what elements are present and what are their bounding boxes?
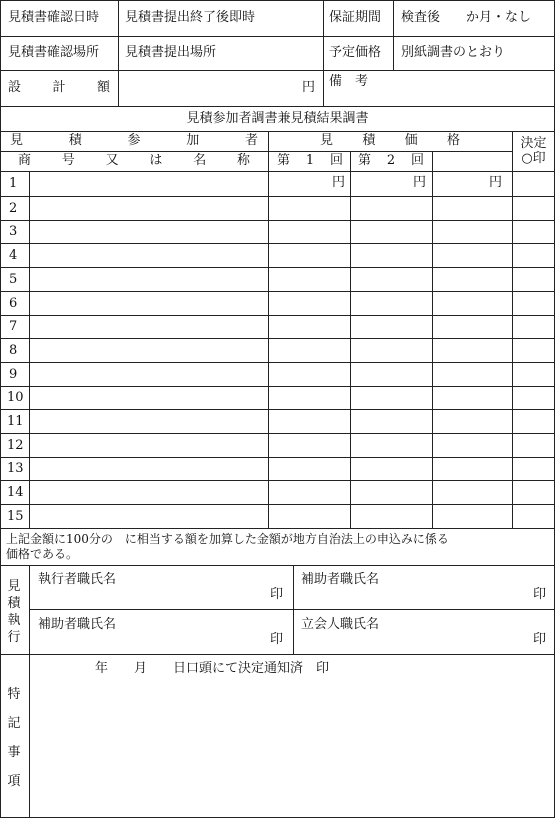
row-number: 3	[9, 224, 18, 239]
planned-price-value: 別紙調書のとおり	[401, 45, 506, 60]
row-number: 13	[7, 461, 24, 476]
assistant-seal-2: 印	[270, 632, 284, 647]
rule	[0, 338, 555, 339]
executor-seal: 印	[270, 587, 284, 602]
price-yen: 円	[489, 175, 503, 190]
special-notes-label: 特 記 事 項	[7, 687, 21, 789]
rule	[0, 70, 555, 71]
rule	[29, 171, 30, 528]
name-header: 商 号 又 は 名 称	[18, 153, 250, 168]
rule	[0, 220, 555, 221]
row-number: 9	[9, 367, 18, 382]
rule	[268, 131, 269, 528]
rule	[0, 457, 555, 458]
rule	[0, 151, 512, 152]
row-number: 10	[7, 390, 24, 405]
rule	[0, 106, 555, 107]
rule	[118, 0, 119, 70]
round-2-yen: 円	[413, 175, 427, 190]
planned-price-label: 予定価格	[329, 45, 382, 60]
price-header: 見 積 価 格	[320, 133, 460, 148]
rule	[0, 386, 555, 387]
table-title: 見積参加者調書兼見積結果調書	[186, 111, 369, 126]
rule	[0, 196, 555, 197]
round-1-yen: 円	[332, 175, 346, 190]
witness-seal: 印	[533, 632, 547, 647]
rule	[0, 36, 555, 37]
row-number: 2	[9, 201, 18, 216]
row-number: 12	[7, 438, 24, 453]
rule	[0, 565, 555, 566]
note-line-2: 価格である。	[6, 547, 79, 561]
rule	[512, 131, 513, 528]
decision-header: 決定 ○印	[520, 136, 547, 166]
note-line-1: 上記金額に100分の に相当する額を加算した金額が地方自治法上の申込みに係る	[6, 532, 449, 546]
row-number: 11	[7, 414, 24, 429]
row-number: 4	[9, 248, 18, 263]
row-number: 6	[9, 296, 18, 311]
decision-notice-text: 年 月 日口頭にて決定通知済 印	[95, 661, 330, 676]
rule	[0, 243, 555, 244]
confirm-place-label: 見積書確認場所	[8, 45, 100, 60]
rule	[0, 409, 555, 410]
rule	[0, 171, 555, 172]
row-number: 1	[9, 176, 18, 191]
rule	[0, 291, 555, 292]
confirm-date-value: 見積書提出終了後即時	[125, 10, 256, 25]
rule	[0, 315, 555, 316]
confirm-place-value: 見積書提出場所	[125, 45, 217, 60]
execution-label: 見 積 執 行	[7, 579, 21, 645]
row-number: 8	[9, 343, 18, 358]
rule	[0, 480, 555, 481]
rule	[0, 267, 555, 268]
remarks-label: 備 考	[329, 74, 369, 89]
rule	[29, 609, 555, 610]
rule	[350, 151, 351, 528]
row-number: 15	[7, 509, 24, 524]
rule	[0, 433, 555, 434]
row-number: 7	[9, 319, 18, 334]
rule	[29, 565, 30, 818]
witness-label: 立会人職氏名	[301, 617, 380, 632]
confirm-date-label: 見積書確認日時	[8, 10, 100, 25]
design-amount-yen: 円	[302, 80, 316, 95]
rule	[393, 0, 394, 70]
design-amount-label: 設 計 額	[8, 80, 110, 95]
rule	[118, 70, 119, 106]
rule	[0, 131, 555, 132]
participant-header: 見 積 参 加 者	[10, 133, 258, 148]
row-number: 5	[9, 272, 18, 287]
rule	[0, 654, 555, 655]
rule	[0, 504, 555, 505]
round-2-header: 第 2 回	[358, 153, 424, 168]
assistant-label-1: 補助者職氏名	[301, 572, 380, 587]
warranty-label: 保証期間	[329, 10, 382, 25]
executor-label: 執行者職氏名	[38, 572, 117, 587]
rule	[0, 528, 555, 529]
rule	[323, 0, 324, 106]
assistant-seal-1: 印	[533, 587, 547, 602]
rule	[432, 151, 433, 528]
rule	[0, 0, 555, 1]
round-1-header: 第 1 回	[277, 153, 343, 168]
rule	[0, 362, 555, 363]
row-number: 14	[7, 485, 24, 500]
warranty-value: 検査後 か月・なし	[401, 10, 532, 25]
rule	[293, 565, 294, 654]
assistant-label-2: 補助者職氏名	[38, 617, 117, 632]
